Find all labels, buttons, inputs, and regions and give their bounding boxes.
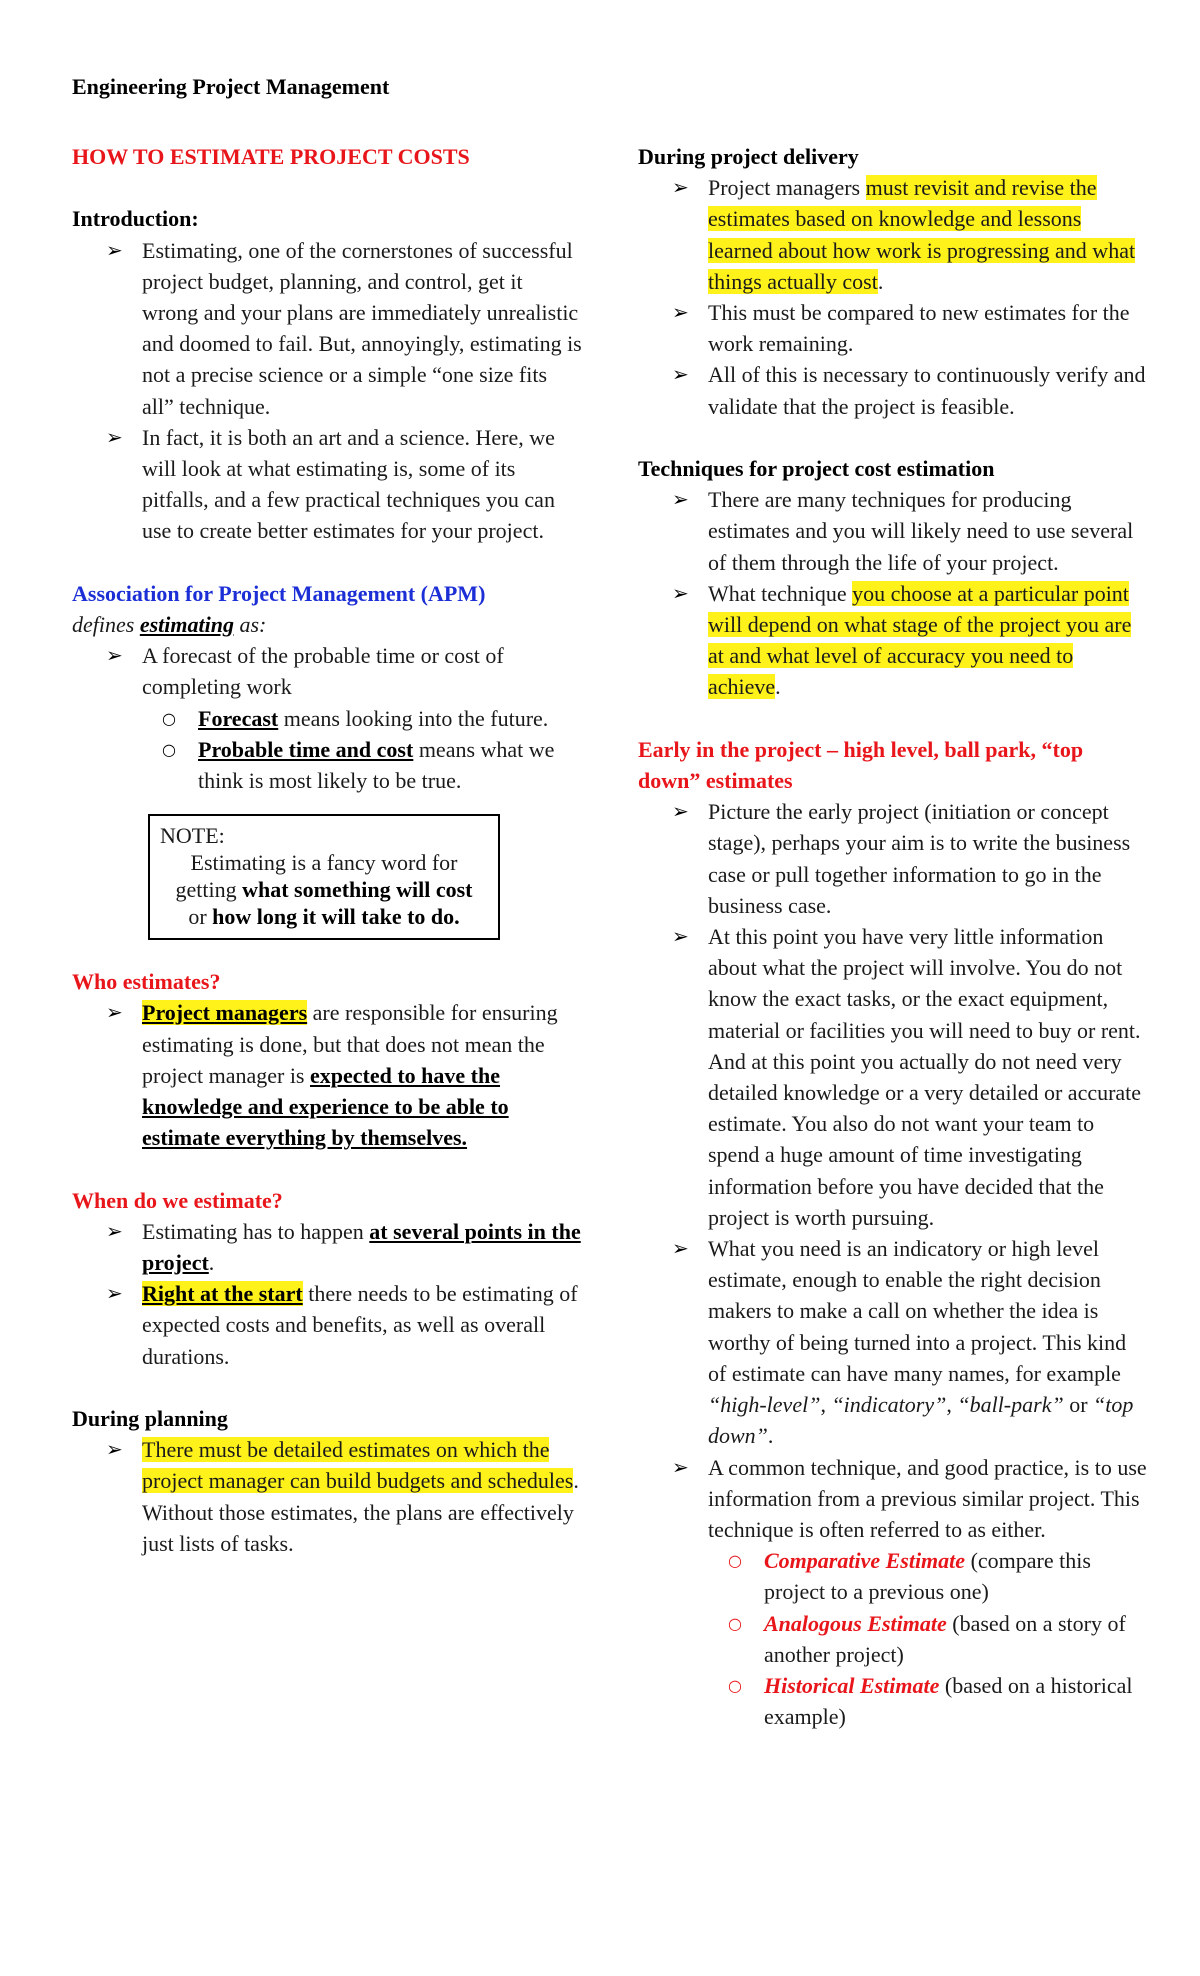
list-item: ○ Comparative Estimate (compare this project to a previous one) — [728, 1545, 1148, 1607]
when-heading: When do we estimate? — [72, 1187, 283, 1213]
list-item: ➢ Estimating, one of the cornerstones of successful project budget, planning, and control, get it wrong and your plans are immediately unrealistic and doomed to fail. But, annoyingly, estimating is not a precise science or a simple “one size fits all” technique. — [106, 235, 582, 422]
list-item: ➢ This must be compared to new estimates for the work remaining. — [672, 297, 1148, 359]
techniques-list — [672, 484, 1148, 702]
right-column — [638, 141, 1148, 1732]
apm-heading: Association for Project Management (APM) — [72, 580, 486, 606]
list-item: ➢ There must be detailed estimates on which the project manager can build budgets and schedules. Without those estimates, the plans are effectively just lists of tasks. — [106, 1434, 582, 1559]
list-item: ○ Historical Estimate (based on a historical example) — [728, 1670, 1148, 1732]
note-line: or how long it will take to do. — [188, 904, 460, 930]
apm-defines-line: defines estimating as: — [72, 612, 267, 638]
note-label: NOTE: — [160, 823, 225, 849]
list-item: ○ Forecast means looking into the future. — [162, 703, 582, 734]
planning-list — [106, 1434, 582, 1559]
list-item: ➢ What you need is an indicatory or high level estimate, enough to enable the right decision makers to make a call on whether the idea is worthy of being turned into a project. This kind of estimate can have many names, for example “high-level”, “indicatory”, “ball-park” or “top down”. — [672, 1233, 1148, 1451]
list-item: ➢ Estimating has to happen at several points in the project. — [106, 1216, 582, 1278]
list-item: ➢ A forecast of the probable time or cost of completing work ○ Forecast means looking into the future. ○ Probable time and cost means what we think is most likely to be true. — [106, 640, 582, 796]
main-title: HOW TO ESTIMATE PROJECT COSTS — [72, 144, 470, 169]
left-column — [72, 141, 582, 1559]
note-box — [148, 814, 500, 940]
planning-heading: During planning — [72, 1406, 228, 1432]
when-list — [106, 1216, 582, 1372]
list-item: ➢ Right at the start there needs to be estimating of expected costs and benefits, as well as overall durations. — [106, 1278, 582, 1372]
list-item: ○ Analogous Estimate (based on a story of another project) — [728, 1608, 1148, 1670]
note-line: getting what something will cost — [175, 877, 473, 903]
list-item: ➢ All of this is necessary to continuously verify and validate that the project is feasible. — [672, 359, 1148, 421]
techniques-heading: Techniques for project cost estimation — [638, 456, 995, 482]
who-heading: Who estimates? — [72, 969, 221, 995]
delivery-list — [672, 172, 1148, 422]
list-item: ➢ A common technique, and good practice, is to use information from a previous similar project. This technique is often referred to as either. ○ Comparative Estimate (compare this project to a previous one) ○ Analogous Estimate (based on a story of another project) ○ Historical Estimate (based on a historical example) — [672, 1452, 1148, 1733]
early-list — [672, 796, 1148, 1732]
list-item: ➢ Project managers must revisit and revise the estimates based on knowledge and lessons learned about how work is progressing and what things actually cost. — [672, 172, 1148, 297]
list-item: ➢ At this point you have very little information about what the project will involve. You do not know the exact tasks, or the exact equipment, material or facilities you will need to buy or rent. And at this point you actually do not need very detailed knowledge or a very detailed or accurate estimate. You also do not want your team to spend a huge amount of time investigating information before you have decided that the project is worth pursuing. — [672, 921, 1148, 1233]
list-item: ➢ In fact, it is both an art and a science. Here, we will look at what estimating is, some of its pitfalls, and a few practical techniques you can use to create better estimates for your project. — [106, 422, 582, 547]
list-item: ➢ Picture the early project (initiation or concept stage), perhaps your aim is to write the business case or pull together information to go in the business case. — [672, 796, 1148, 921]
who-list — [106, 997, 582, 1153]
list-item: ➢ What technique you choose at a particular point will depend on what stage of the project you are at and what level of accuracy you need to achieve. — [672, 578, 1148, 703]
list-item: ➢ There are many techniques for producing estimates and you will likely need to use several of them through the life of your project. — [672, 484, 1148, 578]
delivery-heading: During project delivery — [638, 144, 859, 169]
intro-list — [106, 235, 582, 547]
intro-heading: Introduction: — [72, 206, 199, 232]
estimate-types-list — [728, 1545, 1148, 1732]
note-line: Estimating is a fancy word for — [190, 850, 458, 876]
page-header: Engineering Project Management — [72, 74, 390, 99]
apm-sublist — [162, 703, 582, 797]
apm-list — [106, 640, 582, 796]
list-item: ➢ Project managers are responsible for ensuring estimating is done, but that does not mean the project manager is expected to have the knowledge and experience to be able to estimate everything by themselves. — [106, 997, 582, 1153]
list-item: ○ Probable time and cost means what we think is most likely to be true. — [162, 734, 582, 796]
early-heading: Early in the project – high level, ball park, “top down” estimates — [638, 736, 1084, 794]
